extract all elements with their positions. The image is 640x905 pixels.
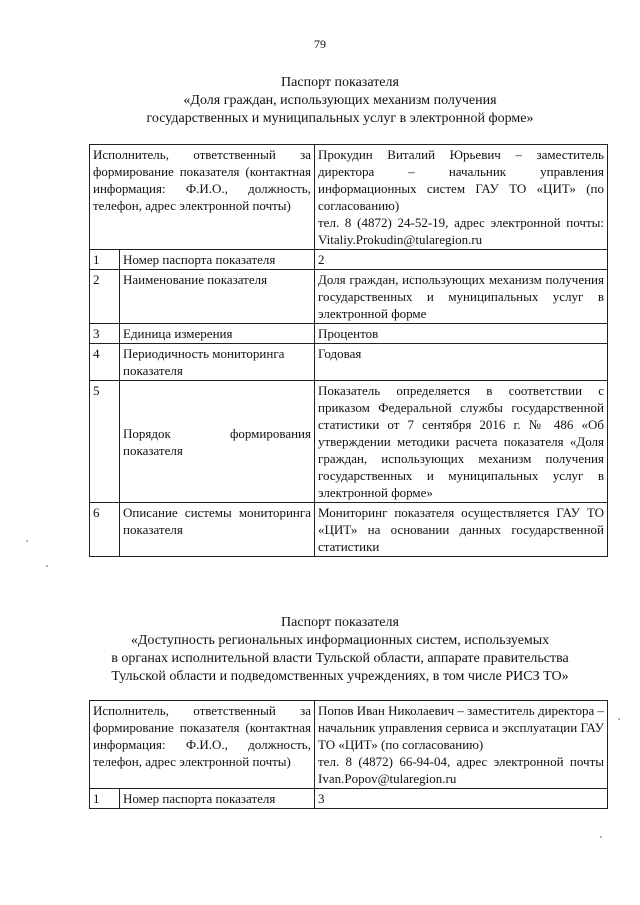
executor-value — [315, 701, 608, 789]
row-value: Показатель определяется в соответствии с приказом Федеральной службы государственной статистики от 7 сентября 2016 г. № 486 «Об утверждении методики расчета показателя «Доля граждан, использующих механизм получения государственных и муниципальных услуг в электронной форме» — [315, 381, 608, 503]
row-value: Мониторинг показателя осуществляется ГАУ ТО «ЦИТ» на основании данных государственной статистики — [315, 503, 608, 557]
passport-1-title: Паспорт показателя — [281, 75, 399, 90]
row-number: 1 — [90, 789, 120, 809]
row-label: Наименование показателя — [120, 270, 315, 324]
passport-1-indicator-name-line-1: «Доля граждан, использующих механизм получения — [183, 93, 497, 108]
passport-2-indicator-name-line-2: в органах исполнительной власти Тульской области, аппарате правительства — [111, 651, 569, 666]
row-value: Процентов — [315, 324, 608, 344]
passport-2-indicator-name-line-3: Тульской области и подведомственных учреждениях, в том числе РИСЗ ТО» — [111, 669, 569, 684]
passport-1-table — [89, 144, 608, 557]
row-label: Периодичность мониторинга показателя — [120, 344, 315, 381]
executor-name: Прокудин Виталий Юрьевич – заместитель директора – начальник управления информационных систем ГАУ ТО «ЦИТ» (по согласованию) — [318, 147, 604, 213]
row-number: 3 — [90, 324, 120, 344]
executor-contact: тел. 8 (4872) 24-52-19, адрес электронной почты: Vitaliy.Prokudin@tularegion.ru — [318, 215, 604, 247]
table-row — [90, 344, 608, 381]
executor-contact: тел. 8 (4872) 66-94-04, адрес электронной почты Ivan.Popov@tularegion.ru — [318, 754, 604, 786]
passport-2-table — [89, 700, 608, 809]
scan-speck — [46, 565, 48, 567]
table-row — [90, 270, 608, 324]
executor-label: Исполнитель, ответственный за формирование показателя (контактная информация: Ф.И.О., должность, телефон, адрес электронной почты) — [90, 701, 315, 789]
table-row — [90, 145, 608, 250]
table-row — [90, 701, 608, 789]
scan-speck — [26, 540, 28, 542]
row-label: Порядок формирования показателя — [120, 381, 315, 503]
row-label: Номер паспорта показателя — [120, 250, 315, 270]
passport-1-indicator-name-line-2: государственных и муниципальных услуг в электронной форме» — [146, 111, 534, 126]
row-number: 2 — [90, 270, 120, 324]
row-number: 4 — [90, 344, 120, 381]
executor-value — [315, 145, 608, 250]
row-value: Годовая — [315, 344, 608, 381]
executor-label: Исполнитель, ответственный за формирование показателя (контактная информация: Ф.И.О., должность, телефон, адрес электронной почты) — [90, 145, 315, 250]
row-number: 1 — [90, 250, 120, 270]
row-number: 5 — [90, 381, 120, 503]
table-row — [90, 503, 608, 557]
row-value: 3 — [315, 789, 608, 809]
table-row — [90, 250, 608, 270]
table-row — [90, 324, 608, 344]
passport-1-heading — [70, 74, 610, 128]
page-number: 79 — [314, 37, 326, 51]
row-label: Описание системы мониторинга показателя — [120, 503, 315, 557]
row-value: Доля граждан, использующих механизм получения государственных и муниципальных услуг в электронной форме — [315, 270, 608, 324]
row-value: 2 — [315, 250, 608, 270]
table-row — [90, 789, 608, 809]
passport-2-indicator-name-line-1: «Доступность региональных информационных систем, используемых — [130, 633, 550, 648]
row-label: Номер паспорта показателя — [120, 789, 315, 809]
row-label: Единица измерения — [120, 324, 315, 344]
table-row — [90, 381, 608, 503]
passport-2-heading — [70, 614, 610, 686]
row-number: 6 — [90, 503, 120, 557]
executor-name: Попов Иван Николаевич – заместитель директора – начальник управления сервиса и эксплуатации ГАУ ТО «ЦИТ» (по согласованию) — [318, 703, 604, 752]
passport-2-title: Паспорт показателя — [281, 615, 399, 630]
scan-speck — [618, 718, 620, 720]
scan-speck — [600, 836, 602, 838]
